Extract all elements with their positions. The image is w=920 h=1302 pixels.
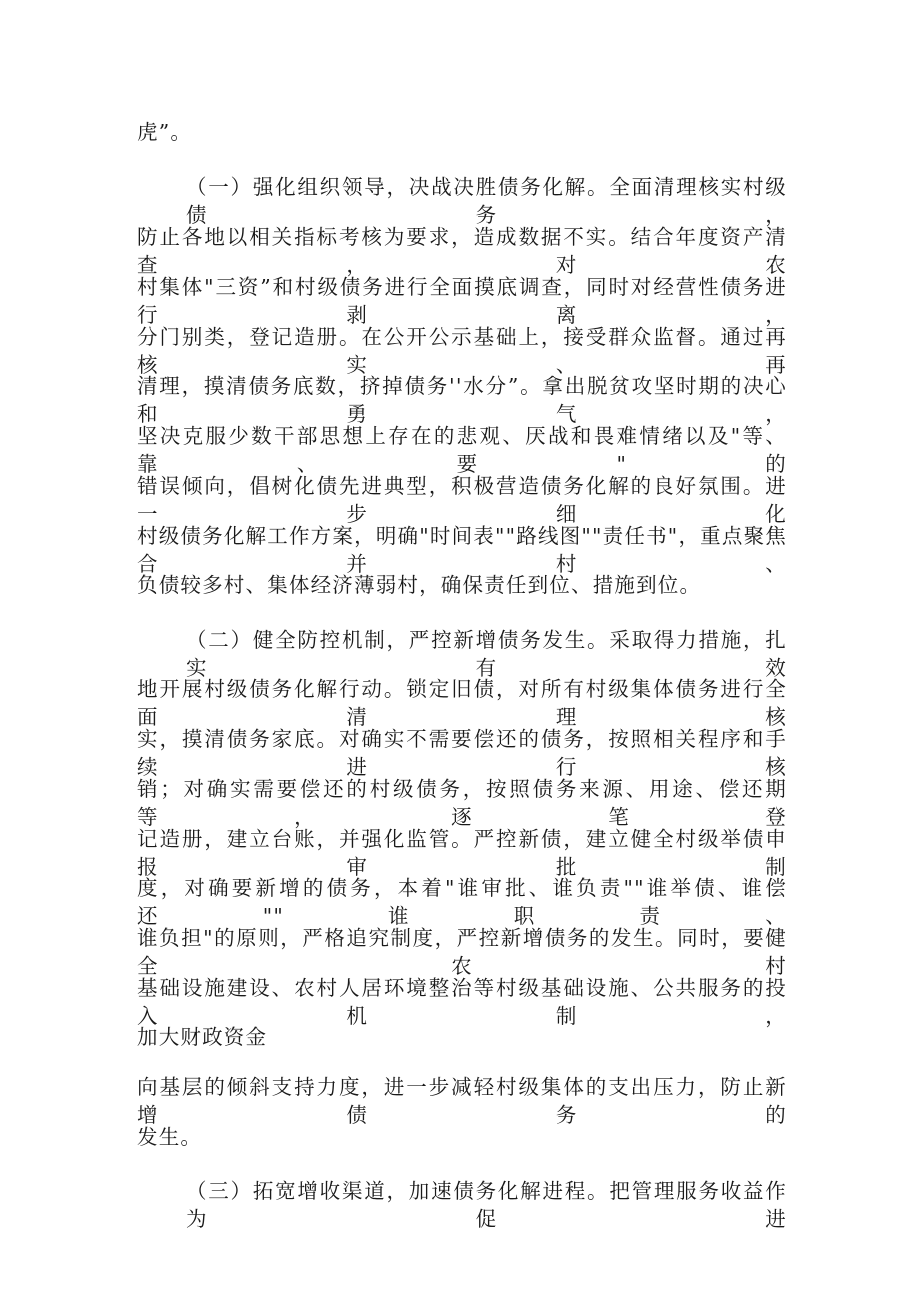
text-line: 地开展村级债务化解行动。锁定旧债，对所有村级集体债务进行全面清理核 bbox=[137, 677, 787, 729]
text-line: 村集体"三资”和村级债务进行全面摸底调查，同时对经营性债务进行剥离， bbox=[137, 275, 787, 327]
text-line: 发生。 bbox=[137, 1125, 203, 1149]
text-line: 记造册，建立台账，并强化监管。严控新债，建立健全村级举债申报审批制 bbox=[137, 827, 787, 879]
text-line: （一）强化组织领导，决战决胜债务化解。全面清理核实村级债务， bbox=[186, 175, 787, 227]
text-line: 村级债务化解工作方案，明确"时间表""路线图""责任书"，重点聚焦合并村、 bbox=[137, 524, 787, 576]
text-line: 坚决克服少数干部思想上存在的悲观、厌战和畏难情绪以及"等、靠、要"的 bbox=[137, 424, 787, 476]
text-line: 负债较多村、集体经济薄弱村，确保责任到位、措施到位。 bbox=[137, 573, 702, 597]
text-line: 清理，摸清债务底数，挤掉债务''水分”。拿出脱贫攻坚时期的决心和勇气， bbox=[137, 374, 787, 426]
text-line: 谁负担"的原则，严格追究制度，严控新增债务的发生。同时，要健全农村 bbox=[137, 926, 787, 978]
text-line: 向基层的倾斜支持力度，进一步减轻村级集体的支出压力，防止新增债务的 bbox=[137, 1075, 787, 1127]
text-line: 防止各地以相关指标考核为要求，造成数据不实。结合年度资产清查，对农 bbox=[137, 225, 787, 277]
text-line: （二）健全防控机制，严控新增债务发生。采取得力措施，扎实有效 bbox=[186, 628, 787, 680]
text-line: 加大财政资金 bbox=[137, 1025, 268, 1049]
text-line: 虎”。 bbox=[137, 120, 193, 144]
text-line: 基础设施建设、农村人居环境整治等村级基础设施、公共服务的投入机制， bbox=[137, 976, 787, 1028]
text-line: 度，对确要新增的债务，本着"谁审批、谁负责""谁举债、谁偿还""谁职责、 bbox=[137, 876, 787, 928]
text-line: （三）拓宽增收渠道，加速债务化解进程。把管理服务收益作为促进 bbox=[186, 1179, 787, 1231]
text-line: 实，摸清债务家底。对确实不需要偿还的债务，按照相关程序和手续进行核 bbox=[137, 727, 787, 779]
text-line: 分门别类，登记造册。在公开公示基础上，接受群众监督。通过再核实、再 bbox=[137, 325, 787, 377]
text-line: 错误倾向，倡树化债先进典型，积极营造债务化解的良好氛围。进一步细化 bbox=[137, 474, 787, 526]
text-line: 销；对确实需要偿还的村级债务，按照债务来源、用途、偿还期等，逐笔登 bbox=[137, 777, 787, 829]
